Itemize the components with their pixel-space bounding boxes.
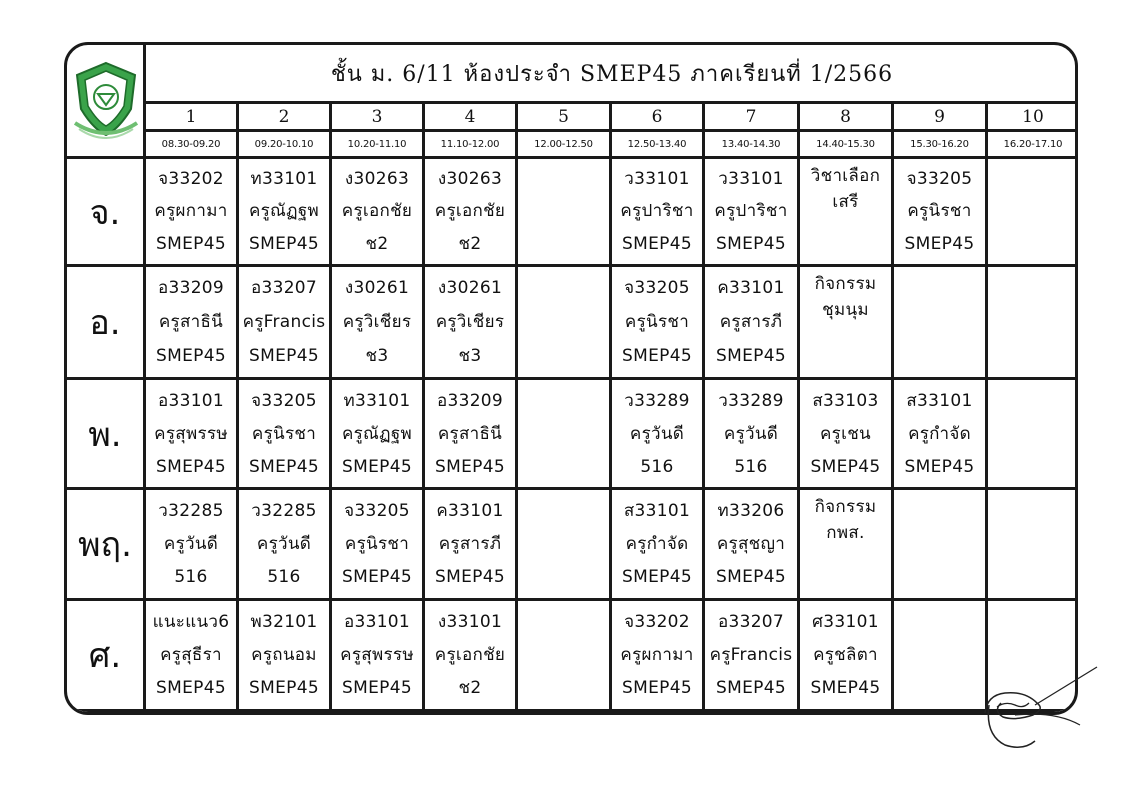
timetable-slot [705, 159, 800, 267]
timetable-slot [612, 267, 705, 380]
room-label: SMEP45 [249, 678, 319, 699]
room-label: 516 [174, 567, 208, 588]
room-label: 516 [267, 567, 301, 588]
subject-code: ว32285 [158, 500, 224, 521]
room-label: SMEP45 [716, 346, 786, 366]
timetable-slot [894, 380, 988, 490]
timetable-slot [800, 490, 894, 601]
timetable-slot [518, 601, 612, 712]
subject-code: จ33202 [624, 611, 690, 632]
subject-code: กิจกรรม [814, 497, 877, 517]
teacher-name: ครูสารภี [438, 533, 502, 554]
timetable-slot [425, 380, 518, 490]
subject-code: จ33205 [344, 500, 410, 521]
period-number: 6 [612, 104, 705, 132]
period-time: 11.10-12.00 [425, 132, 518, 159]
subject-code: แนะแนว6 [152, 611, 230, 632]
timetable-slot [988, 380, 1078, 490]
subject-code: ง30263 [344, 169, 410, 190]
timetable-frame [64, 42, 1078, 715]
subject-code: ท33206 [717, 500, 785, 521]
room-label: ช2 [458, 678, 482, 699]
period-number: 3 [332, 104, 425, 132]
signature-icon [975, 665, 1100, 765]
day-label: จ. [67, 159, 146, 267]
subject-code: ค33101 [436, 500, 504, 521]
timetable-slot [239, 159, 332, 267]
room-label: SMEP45 [249, 346, 319, 366]
timetable-slot [894, 601, 988, 712]
teacher-name: ครูปาริชา [714, 201, 788, 222]
timetable-slot [988, 490, 1078, 601]
teacher-name: ครูปาริชา [620, 201, 694, 222]
period-number: 4 [425, 104, 518, 132]
subject-code: จ33202 [158, 169, 224, 190]
teacher-name: ครูสารภี [719, 312, 783, 332]
day-label: พ. [67, 380, 146, 490]
room-label: SMEP45 [342, 456, 412, 477]
teacher-name: ครูวันดี [723, 423, 779, 444]
subject-code: ง30261 [344, 278, 410, 298]
subject-code: จ33205 [906, 169, 973, 190]
subject-code: ว33101 [718, 169, 784, 190]
teacher-name: ครูเอกชัย [434, 201, 506, 222]
timetable-slot [239, 601, 332, 712]
teacher-name: ครูนิรชา [624, 312, 690, 332]
room-label: SMEP45 [622, 567, 692, 588]
period-number: 10 [988, 104, 1078, 132]
period-number: 8 [800, 104, 894, 132]
room-label: ช2 [365, 233, 389, 254]
subject-code: ว33289 [624, 390, 690, 411]
teacher-name: ครูวันดี [629, 423, 685, 444]
teacher-name: ครูนิรชา [907, 201, 972, 222]
subject-code: อ33101 [157, 390, 225, 411]
subject-code: อ33101 [343, 611, 411, 632]
teacher-name: ครูFrancis [709, 644, 793, 665]
teacher-name: ครูสุชญา [716, 533, 786, 554]
period-number: 5 [518, 104, 612, 132]
period-time: 13.40-14.30 [705, 132, 800, 159]
period-number: 1 [146, 104, 239, 132]
room-label: SMEP45 [249, 233, 319, 254]
teacher-name: เสรี [832, 192, 859, 212]
room-label: SMEP45 [810, 678, 881, 699]
teacher-name: ครูเอกชัย [341, 201, 413, 222]
period-number: 9 [894, 104, 988, 132]
room-label: 516 [640, 456, 674, 477]
teacher-name: ครูสุพรรษ [340, 644, 414, 665]
timetable-slot [988, 159, 1078, 267]
teacher-name: ครูวันดี [256, 533, 312, 554]
timetable-slot [612, 159, 705, 267]
timetable-slot [894, 490, 988, 601]
timetable-slot [146, 159, 239, 267]
period-time: 10.20-11.10 [332, 132, 425, 159]
subject-code: ท33101 [343, 390, 411, 411]
room-label: SMEP45 [435, 567, 505, 588]
teacher-name: ครูผกามา [154, 201, 228, 222]
room-label: SMEP45 [435, 456, 505, 477]
period-time: 16.20-17.10 [988, 132, 1078, 159]
teacher-name: ครูกำจัด [625, 533, 689, 554]
subject-code: กิจกรรม [814, 274, 877, 294]
room-label: SMEP45 [622, 233, 692, 254]
room-label: SMEP45 [622, 678, 692, 699]
subject-code: อ33207 [250, 278, 318, 298]
teacher-name: ครูณัฏฐพ [341, 423, 413, 444]
room-label: SMEP45 [904, 456, 975, 477]
subject-code: พ32101 [250, 611, 318, 632]
timetable-grid [67, 45, 1075, 712]
subject-code: วิชาเลือก [810, 166, 881, 186]
page-title: ชั้น ม. 6/11 ห้องประจำ SMEP45 ภาคเรียนที่ 1/2566 [146, 45, 1078, 104]
room-label: SMEP45 [342, 678, 412, 699]
subject-code: ว33101 [624, 169, 690, 190]
room-label: SMEP45 [904, 233, 975, 254]
subject-code: ศ33101 [812, 611, 879, 632]
timetable-slot [146, 267, 239, 380]
period-number: 7 [705, 104, 800, 132]
teacher-name: ครูผกามา [620, 644, 694, 665]
day-label: อ. [67, 267, 146, 380]
teacher-name: ครูวิเชียร [435, 312, 505, 332]
timetable-slot [332, 380, 425, 490]
teacher-name: ครูสาธินี [437, 423, 503, 444]
teacher-name: ครูสุธีรา [160, 644, 222, 665]
school-logo-icon [69, 59, 143, 143]
subject-code: ว33289 [718, 390, 784, 411]
timetable-slot [894, 267, 988, 380]
subject-code: ส33101 [906, 390, 973, 411]
room-label: ช3 [365, 346, 389, 366]
period-time: 14.40-15.30 [800, 132, 894, 159]
room-label: SMEP45 [156, 233, 226, 254]
timetable-slot [425, 267, 518, 380]
timetable-slot [425, 159, 518, 267]
subject-code: อ33209 [157, 278, 225, 298]
timetable-slot [612, 380, 705, 490]
room-label: SMEP45 [156, 678, 226, 699]
timetable-slot [332, 490, 425, 601]
room-label: ช3 [458, 346, 482, 366]
teacher-name: ครูกำจัด [908, 423, 971, 444]
period-number: 2 [239, 104, 332, 132]
subject-code: อ33209 [436, 390, 504, 411]
subject-code: ว32285 [251, 500, 317, 521]
timetable-slot [425, 601, 518, 712]
period-time: 12.50-13.40 [612, 132, 705, 159]
timetable-slot [146, 490, 239, 601]
timetable-slot [146, 380, 239, 490]
room-label: 516 [734, 456, 768, 477]
timetable-slot [518, 380, 612, 490]
timetable-slot [800, 159, 894, 267]
timetable-slot [239, 380, 332, 490]
teacher-name: ครูวันดี [163, 533, 219, 554]
timetable-slot [425, 490, 518, 601]
timetable-slot [612, 601, 705, 712]
room-label: SMEP45 [716, 678, 786, 699]
day-label: ศ. [67, 601, 146, 712]
room-label: SMEP45 [156, 346, 226, 366]
room-label: SMEP45 [716, 567, 786, 588]
room-label: SMEP45 [622, 346, 692, 366]
teacher-name: ครูวิเชียร [342, 312, 412, 332]
subject-code: ส33103 [812, 390, 879, 411]
subject-code: จ33205 [624, 278, 690, 298]
period-time: 12.00-12.50 [518, 132, 612, 159]
timetable-slot [800, 267, 894, 380]
period-time: 15.30-16.20 [894, 132, 988, 159]
teacher-name: ครูชลิตา [813, 644, 878, 665]
period-time: 08.30-09.20 [146, 132, 239, 159]
subject-code: จ33205 [251, 390, 317, 411]
timetable-slot [518, 159, 612, 267]
teacher-name: ครูณัฏฐพ [248, 201, 320, 222]
subject-code: ง30263 [437, 169, 503, 190]
room-label: SMEP45 [810, 456, 881, 477]
room-label: SMEP45 [156, 456, 226, 477]
subject-code: ท33101 [250, 169, 318, 190]
subject-code: อ33207 [717, 611, 785, 632]
teacher-name: ชุมนุม [822, 300, 869, 320]
teacher-name: ครูสาธินี [158, 312, 224, 332]
timetable-slot [332, 159, 425, 267]
subject-code: ค33101 [717, 278, 785, 298]
room-label: ช2 [458, 233, 482, 254]
timetable-slot [894, 159, 988, 267]
room-label: SMEP45 [249, 456, 319, 477]
timetable-slot [988, 267, 1078, 380]
logo-cell [67, 45, 146, 159]
timetable-slot [332, 267, 425, 380]
subject-code: ง33101 [437, 611, 503, 632]
timetable-slot [800, 380, 894, 490]
teacher-name: ครูนิรชา [344, 533, 410, 554]
timetable-slot [146, 601, 239, 712]
timetable-slot [705, 490, 800, 601]
teacher-name: กพส. [826, 523, 865, 543]
teacher-name: ครูเชน [820, 423, 871, 444]
timetable-slot [518, 490, 612, 601]
teacher-name: ครูFrancis [242, 312, 326, 332]
timetable-slot [705, 380, 800, 490]
teacher-name: ครูนิรชา [251, 423, 317, 444]
subject-code: ส33101 [623, 500, 691, 521]
timetable-slot [332, 601, 425, 712]
timetable-slot [239, 490, 332, 601]
timetable-slot [612, 490, 705, 601]
timetable-slot [800, 601, 894, 712]
subject-code: ง30261 [437, 278, 503, 298]
timetable-slot [239, 267, 332, 380]
period-time: 09.20-10.10 [239, 132, 332, 159]
day-label: พฤ. [67, 490, 146, 601]
teacher-name: ครูสุพรรษ [154, 423, 228, 444]
timetable-slot [705, 267, 800, 380]
teacher-name: ครูเอกชัย [434, 644, 506, 665]
timetable-slot [518, 267, 612, 380]
room-label: SMEP45 [716, 233, 786, 254]
timetable-slot [705, 601, 800, 712]
teacher-name: ครูถนอม [251, 644, 317, 665]
room-label: SMEP45 [342, 567, 412, 588]
